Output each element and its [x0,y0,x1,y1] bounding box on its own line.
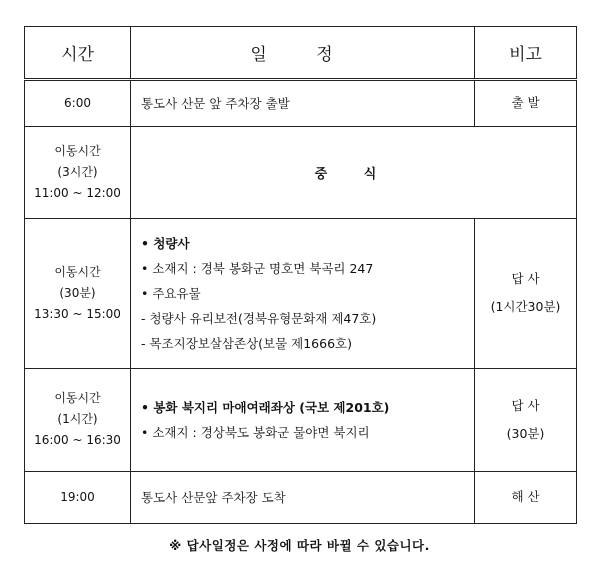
schedule-row [25,219,577,369]
memo-cell [475,219,577,369]
plan-line: 통도사 산문 앞 주차장 출발 [141,95,290,111]
plan-line: • 주요유물 [141,285,201,301]
memo-line: (30분) [506,425,545,441]
plan-line: • 소재지 : 경북 봉화군 명호면 북곡리 247 [141,260,374,276]
memo-line: 답 사 [511,397,540,413]
time-line: (30분) [59,285,96,300]
plan-line: - 청량사 유리보전(경북유형문화재 제47호) [141,310,377,326]
lunch-label: 중 식 [314,166,393,182]
time-cell [25,80,131,126]
plan-line: • 청량사 [141,235,190,251]
time-line: 이동시간 [54,391,101,406]
time-line: (1시간) [57,412,98,427]
time-line: 16:00 ~ 16:30 [34,433,121,448]
time-line: 이동시간 [54,264,101,279]
schedule-row [25,368,577,471]
plan-line: - 목조지장보살삼존상(보물 제1666호) [141,335,352,351]
plan-cell [131,368,475,471]
time-cell [25,219,131,369]
plan-cell [131,80,475,126]
plan-cell [131,219,475,369]
plan-cell [131,471,475,523]
schedule-table [24,26,577,524]
memo-line: 답 사 [511,271,540,287]
header-row [25,27,577,80]
time-line: (3시간) [57,164,98,179]
plan-line: • 소재지 : 경상북도 봉화군 물야면 북지리 [141,424,370,440]
time-line: 19:00 [60,489,95,504]
memo-line: 해 산 [511,489,540,505]
plan-line: • 봉화 북지리 마애여래좌상 (국보 제201호) [141,399,390,415]
memo-cell [475,80,577,126]
memo-line: 출 발 [511,95,540,111]
time-line: 11:00 ~ 12:00 [34,185,121,200]
notice-text: ※ 답사일정은 사정에 따라 바뀔 수 있습니다. [169,538,430,553]
time-cell [25,126,131,218]
header-plan: 일 정 [131,27,475,80]
memo-cell [475,368,577,471]
time-cell [25,368,131,471]
lunch-cell [131,126,577,218]
header-memo: 비고 [475,27,577,80]
time-cell [25,471,131,523]
header-time: 시간 [25,27,131,80]
time-line: 13:30 ~ 15:00 [34,306,121,321]
schedule-row [25,80,577,126]
plan-line: 통도사 산문앞 주차장 도착 [141,489,286,505]
memo-cell [475,471,577,523]
schedule-row [25,126,577,218]
schedule-row [25,471,577,523]
time-line: 6:00 [64,95,91,110]
memo-line: (1시간30분) [490,299,561,315]
time-line: 이동시간 [54,143,101,158]
